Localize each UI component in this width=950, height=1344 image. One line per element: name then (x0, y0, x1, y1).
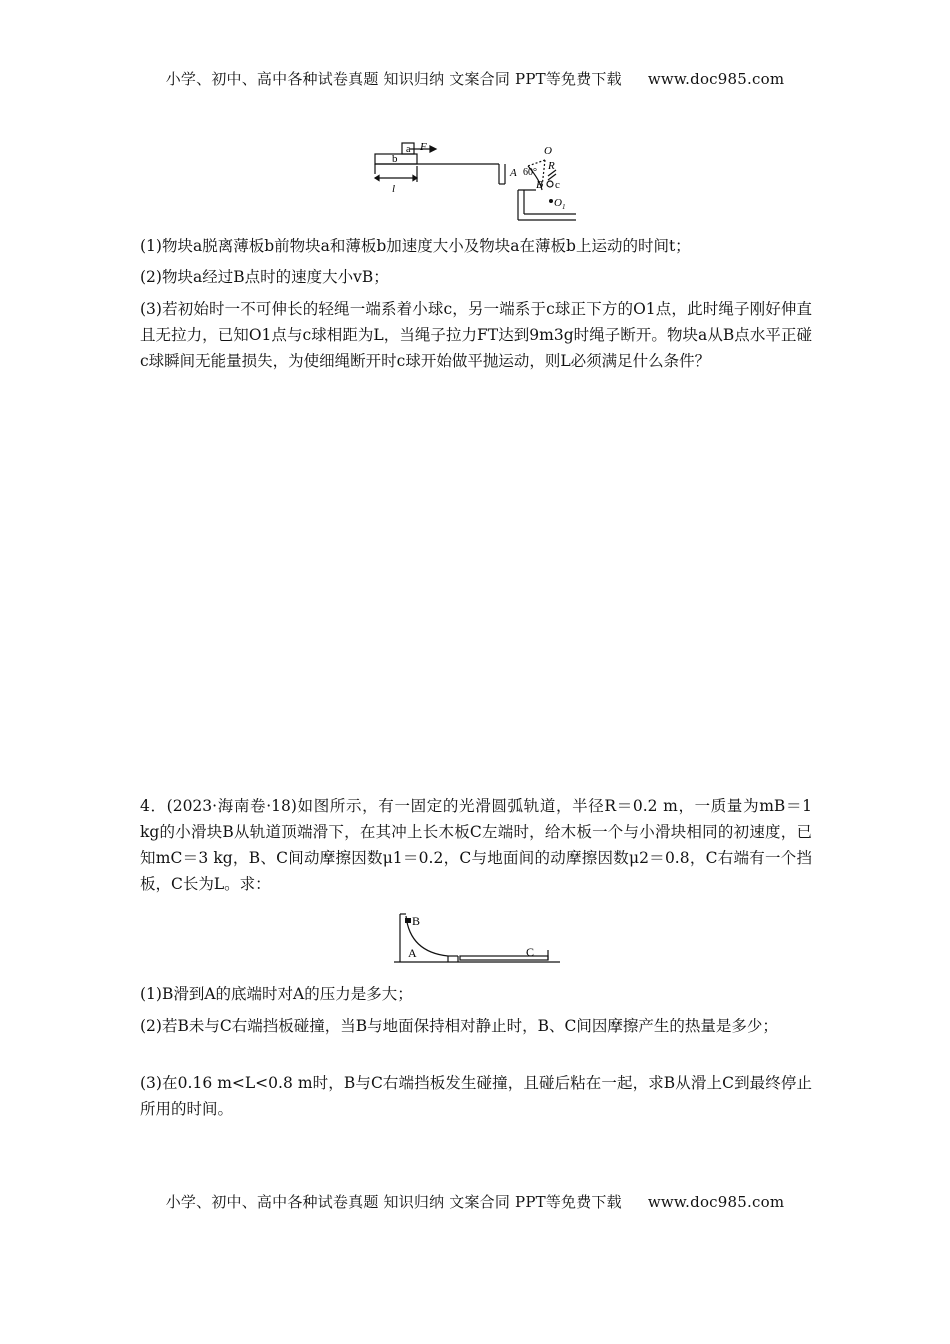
fig2-label-C: C (526, 945, 535, 959)
footer-url[interactable]: www.doc985.com (647, 1193, 785, 1211)
label-l: l (392, 183, 396, 195)
q4-item-2: (2)若B未与C右端挡板碰撞，当B与地面保持相对静止时，B、C间因摩擦产生的热量是多少； (140, 1017, 778, 1035)
label-O: O (544, 145, 552, 157)
label-b: b (392, 153, 398, 165)
board-C (460, 956, 548, 960)
label-O1: $O_1$ (554, 197, 566, 211)
footer-text: 小学、初中、高中各种试卷真题 知识归纳 文案合同 PPT等免费下载 (165, 1193, 622, 1211)
fig2-label-B: B (412, 914, 421, 928)
label-a: a (406, 144, 411, 155)
label-angle: 60° (523, 167, 537, 178)
figure-plank-arc (370, 140, 585, 222)
label-A: A (510, 167, 517, 179)
page-header (0, 68, 950, 89)
q3-item-3: (3)若初始时一不可伸长的轻绳一端系着小球c，另一端系于c球正下方的O1点，此时绳子刚好伸直且无拉力，已知O1点与c球相距为L，当绳子拉力FT达到9m3g时绳子断开。物块a从B点水平正碰c球瞬间无能量损失，为使细绳断开时c球开始做平抛运动，则L必须满足什么条件？ (140, 300, 812, 370)
q3-item-1: (1)物块a脱离薄板b前物块a和薄板b加速度大小及物块a在薄板b上运动的时间t； (140, 237, 691, 255)
label-B: B (536, 179, 543, 191)
q3-item-2: (2)物块a经过B点时的速度大小vB； (140, 268, 389, 286)
header-url[interactable]: www.doc985.com (647, 70, 785, 88)
block-B (405, 918, 411, 923)
q4-stem: 4．(2023·海南卷·18)如图所示，有一固定的光滑圆弧轨道，半径R＝0.2 m，一质量为mB＝1 kg的小滑块B从轨道顶端滑下，在其冲上长木板C左端时，给木板一个与小滑块相同的初速度，已知mC＝3 kg，B、C间动摩擦因数μ1＝0.2，C与地面间的动摩擦因数μ2＝0.8，C右端有一个挡板，C长为L。求： (140, 797, 812, 893)
label-c: c (555, 179, 560, 191)
figure-arc-board (392, 912, 562, 970)
header-text: 小学、初中、高中各种试卷真题 知识归纳 文案合同 PPT等免费下载 (165, 70, 622, 88)
q4-item-3: (3)在0.16 m<L<0.8 m时，B与C右端挡板发生碰撞，且碰后粘在一起，求B从滑上C到最终停止所用的时间。 (140, 1074, 812, 1118)
fig2-label-A: A (408, 946, 417, 960)
q4-item-1: (1)B滑到A的底端时对A的压力是多大； (140, 985, 413, 1003)
label-F: F (420, 141, 427, 153)
ball-c (547, 181, 553, 187)
label-R: R (548, 160, 555, 172)
page-footer (0, 1191, 950, 1212)
